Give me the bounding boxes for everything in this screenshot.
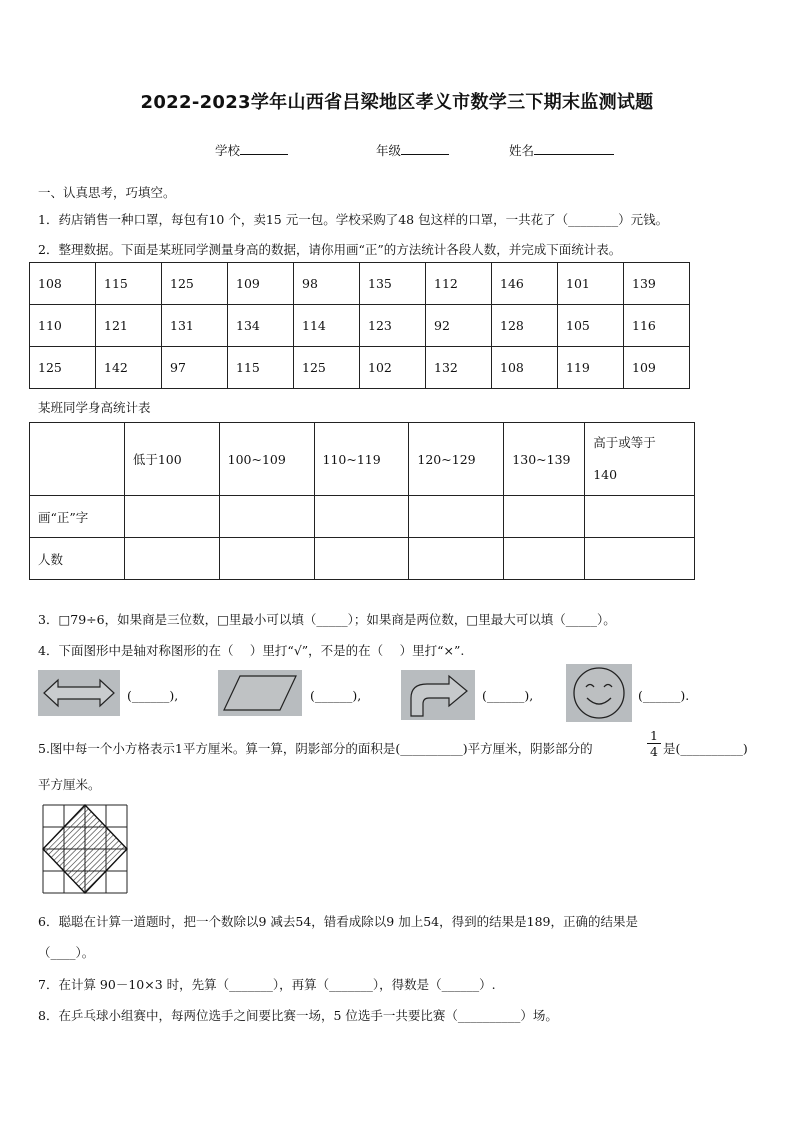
height-value-cell: 115 xyxy=(228,347,294,389)
height-value-cell: 92 xyxy=(426,305,492,347)
height-value-cell: 125 xyxy=(30,347,96,389)
height-value-cell: 134 xyxy=(228,305,294,347)
height-value-cell: 135 xyxy=(360,263,426,305)
grid-diamond-icon xyxy=(42,804,128,894)
school-blank xyxy=(240,142,288,155)
name-blank xyxy=(534,142,614,155)
stats-row-label: 画“正”字 xyxy=(30,496,125,538)
height-value-cell: 132 xyxy=(426,347,492,389)
height-value-cell: 115 xyxy=(96,263,162,305)
tally-cell[interactable] xyxy=(585,496,695,538)
fraction-one-quarter xyxy=(647,729,661,760)
height-value-cell: 110 xyxy=(30,305,96,347)
tally-cell[interactable] xyxy=(314,496,409,538)
stats-header-cell: 130~139 xyxy=(504,423,585,496)
height-data-table xyxy=(29,262,690,389)
figure-blank-3[interactable]: (______), xyxy=(482,688,534,703)
count-cell[interactable] xyxy=(409,538,504,580)
height-value-cell: 125 xyxy=(162,263,228,305)
height-value-cell: 142 xyxy=(96,347,162,389)
figure-blank-2[interactable]: (______), xyxy=(310,688,362,703)
stats-header-cell-last xyxy=(585,423,695,496)
section-heading: 一、认真思考，巧填空。 xyxy=(38,185,176,200)
page-title: 2022-2023学年山西省吕梁地区孝义市数学三下期末监测试题 xyxy=(140,92,654,113)
height-value-cell: 101 xyxy=(558,263,624,305)
question-7: 7．在计算 90－10×3 时，先算（_______），再算（_______），得数是（______）. xyxy=(38,977,496,992)
height-data-row xyxy=(30,305,690,347)
stats-header-part: 140 xyxy=(593,467,618,482)
parallelogram-figure xyxy=(218,670,302,720)
count-cell[interactable] xyxy=(219,538,314,580)
height-value-cell: 98 xyxy=(294,263,360,305)
question-1: 1．药店销售一种口罩，每包有10 个，卖15 元一包。学校采购了48 包这样的口罩，一共花了（________）元钱。 xyxy=(38,212,669,227)
grade-blank xyxy=(401,142,449,155)
tally-cell[interactable] xyxy=(504,496,585,538)
question-5-part2: 是(__________) xyxy=(663,741,748,756)
question-6-line1: 6．聪聪在计算一道题时，把一个数除以9 减去54，错看成除以9 加上54，得到的结果是189，正确的结果是 xyxy=(38,914,638,929)
question-8: 8．在乒乓球小组赛中，每两位选手之间要比赛一场，5 位选手一共要比赛（__________）场。 xyxy=(38,1008,558,1023)
height-value-cell: 121 xyxy=(96,305,162,347)
height-value-cell: 131 xyxy=(162,305,228,347)
count-cell[interactable] xyxy=(585,538,695,580)
curved-arrow-icon xyxy=(401,670,475,720)
name-label: 姓名 xyxy=(509,143,535,158)
height-value-cell: 105 xyxy=(558,305,624,347)
fraction-numerator: 1 xyxy=(647,729,661,744)
shaded-grid-figure xyxy=(42,804,128,898)
question-5-part1: 5.图中每一个小方格表示1平方厘米。算一算，阴影部分的面积是(__________)平方厘米，阴影部分的 xyxy=(38,741,593,756)
count-cell[interactable] xyxy=(124,538,219,580)
tally-cell[interactable] xyxy=(409,496,504,538)
stats-header-row xyxy=(30,423,695,496)
school-field xyxy=(215,141,288,159)
question-5-line2: 平方厘米。 xyxy=(38,777,101,792)
tally-cell[interactable] xyxy=(124,496,219,538)
question-2: 2．整理数据。下面是某班同学测量身高的数据，请你用画“正”的方法统计各段人数，并完成下面统计表。 xyxy=(38,242,622,257)
curved-arrow-figure xyxy=(401,670,475,724)
stats-header-cell: 120~129 xyxy=(409,423,504,496)
height-value-cell: 112 xyxy=(426,263,492,305)
question-4: 4．下面图形中是轴对称图形的在（ ）里打“√”，不是的在（ ）里打“×”. xyxy=(38,643,465,658)
school-label: 学校 xyxy=(215,143,241,158)
figure-blank-4[interactable]: (______). xyxy=(638,688,690,703)
height-value-cell: 123 xyxy=(360,305,426,347)
stats-header-cell: 110~119 xyxy=(314,423,409,496)
height-value-cell: 109 xyxy=(228,263,294,305)
height-data-row xyxy=(30,263,690,305)
stats-row-label: 人数 xyxy=(30,538,125,580)
grade-field xyxy=(376,141,449,159)
smiley-face-icon xyxy=(566,664,632,722)
figure-blank-1[interactable]: (______), xyxy=(127,688,179,703)
height-value-cell: 128 xyxy=(492,305,558,347)
stats-header-part: 高于或等于 xyxy=(593,435,656,450)
height-value-cell: 97 xyxy=(162,347,228,389)
height-value-cell: 114 xyxy=(294,305,360,347)
grade-label: 年级 xyxy=(376,143,402,158)
height-value-cell: 119 xyxy=(558,347,624,389)
height-stats-table xyxy=(29,422,695,580)
double-arrow-icon xyxy=(38,670,120,716)
count-cell[interactable] xyxy=(504,538,585,580)
stats-row-count xyxy=(30,538,695,580)
stats-table-caption: 某班同学身高统计表 xyxy=(38,400,151,415)
height-value-cell: 108 xyxy=(492,347,558,389)
parallelogram-icon xyxy=(218,670,302,716)
question-3: 3．□79÷6，如果商是三位数，□里最小可以填（_____）；如果商是两位数，□里最大可以填（_____）。 xyxy=(38,612,616,627)
height-value-cell: 125 xyxy=(294,347,360,389)
stats-header-cell: 低于100 xyxy=(124,423,219,496)
stats-header-cell: 100~109 xyxy=(219,423,314,496)
height-value-cell: 102 xyxy=(360,347,426,389)
height-value-cell: 139 xyxy=(624,263,690,305)
stats-row-tally xyxy=(30,496,695,538)
count-cell[interactable] xyxy=(314,538,409,580)
question-6-line2: （____）。 xyxy=(38,945,95,960)
stats-corner-cell xyxy=(30,423,125,496)
smiley-face-figure xyxy=(566,664,632,726)
height-data-row xyxy=(30,347,690,389)
height-value-cell: 108 xyxy=(30,263,96,305)
fraction-denominator: 4 xyxy=(650,744,658,759)
height-value-cell: 116 xyxy=(624,305,690,347)
height-value-cell: 109 xyxy=(624,347,690,389)
height-value-cell: 146 xyxy=(492,263,558,305)
tally-cell[interactable] xyxy=(219,496,314,538)
double-arrow-figure xyxy=(38,670,120,720)
name-field xyxy=(509,141,614,159)
